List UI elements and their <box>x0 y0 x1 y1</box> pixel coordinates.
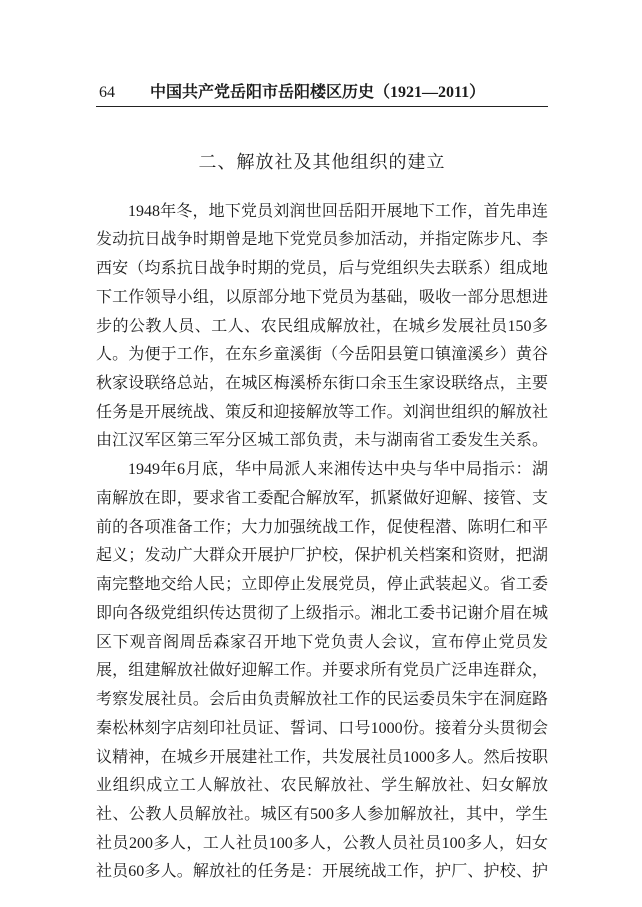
text-line: 前的各项准备工作；大力加强统战工作，促使程潜、陈明仁和平 <box>96 518 548 536</box>
text-line: 社员60多人。解放社的任务是：开展统战工作，护厂、护校、护 <box>96 863 548 881</box>
paragraph <box>96 198 548 457</box>
text-line: 由江汉军区第三军分区城工部负责，未与湖南省工委发生关系。 <box>96 432 548 450</box>
text-line: 南解放在即，要求省工委配合解放军，抓紧做好迎解、接管、支 <box>96 489 548 507</box>
text-line: 下工作领导小组，以原部分地下党员为基础，吸收一部分思想进 <box>96 288 548 306</box>
text-line: 起义；发动广大群众开展护厂护校，保护机关档案和资财，把湖 <box>96 547 548 565</box>
text-line: 步的公教人员、工人、农民组成解放社，在城乡发展社员150多 <box>96 317 548 335</box>
text-line: 业组织成立工人解放社、农民解放社、学生解放社、妇女解放 <box>96 777 548 795</box>
paragraph <box>96 456 548 887</box>
text-line: 任务是开展统战、策反和迎接解放等工作。刘润世组织的解放社 <box>96 403 548 421</box>
text-line: 秋家设联络总站，在城区梅溪桥东街口余玉生家设联络点，主要 <box>96 375 548 392</box>
body-text <box>96 198 548 888</box>
text-line: 人。为便于工作，在东乡童溪街（今岳阳县筻口镇潼溪乡）黄谷 <box>96 346 548 364</box>
text-line: 发动抗日战争时期曾是地下党党员参加活动，并指定陈步凡、李 <box>96 231 548 249</box>
running-header-title: 中国共产党岳阳市岳阳楼区历史（1921—2011） <box>150 84 486 101</box>
text-line: 社、公教人员解放社。城区有500多人参加解放社，其中，学生 <box>96 806 548 824</box>
text-line: 考察发展社员。会后由负责解放社工作的民运委员朱宇在洞庭路 <box>96 691 548 709</box>
text-line: 秦松林刻字店刻印社员证、誓词、口号1000份。接着分头贯彻会 <box>96 719 548 737</box>
text-line: 议精神，在城乡开展建社工作，共发展社员1000多人。然后按职 <box>96 748 548 766</box>
page-number: 64 <box>99 84 115 101</box>
text-line: 1948年冬，地下党员刘润世回岳阳开展地下工作，首先串连 <box>128 202 548 220</box>
section-title: 二、解放社及其他组织的建立 <box>198 152 446 172</box>
text-line: 展，组建解放社做好迎解工作。并要求所有党员广泛串连群众， <box>96 662 548 680</box>
text-line: 区下观音阁周岳森家召开地下党负责人会议，宣布停止党员发 <box>96 633 548 651</box>
header-rule <box>96 106 548 107</box>
text-line: 1949年6月底，华中局派人来湘传达中央与华中局指示：湖 <box>128 461 548 479</box>
text-line: 西安（均系抗日战争时期的党员，后与党组织失去联系）组成地 <box>96 260 548 278</box>
text-line: 即向各级党组织传达贯彻了上级指示。湘北工委书记谢介眉在城 <box>96 604 548 622</box>
text-line: 社员200多人，工人社员100多人，公教人员社员100多人，妇女 <box>96 834 548 852</box>
text-line: 南完整地交给人民；立即停止发展党员，停止武装起义。省工委 <box>96 576 548 594</box>
